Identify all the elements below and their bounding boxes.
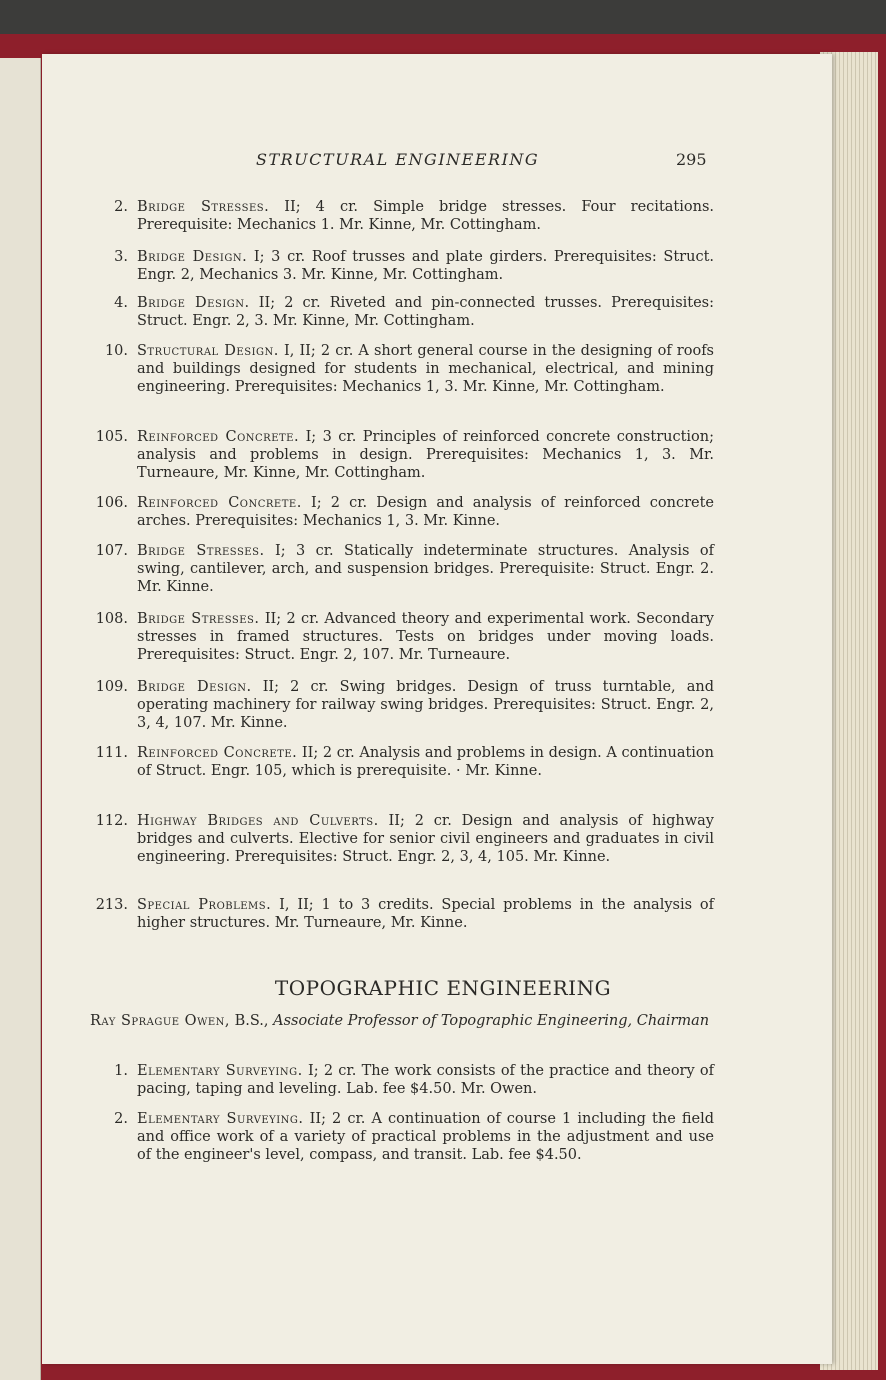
course-title: Elementary Surveying. — [137, 1063, 303, 1079]
course-number: 1. — [114, 1063, 128, 1079]
course-entry — [94, 542, 714, 596]
course-title: Bridge Stresses. — [137, 611, 260, 627]
course-number: 4. — [114, 295, 128, 311]
course-description: I; 3 cr. Statically indeterminate structures. Analysis of swing, cantilever, arch, and suspension bridges. Prerequisite: Struct. Engr. 2. Mr. Kinne. — [137, 543, 714, 595]
course-description: I; 2 cr. Design and analysis of reinforced concrete arches. Prerequisites: Mechanics 1, 3. Mr. Kinne. — [137, 495, 715, 529]
course-entry — [94, 812, 714, 866]
course-number: 112. — [95, 813, 128, 829]
course-number: 213. — [95, 897, 128, 913]
course-description: I, II; 2 cr. A short general course in the designing of roofs and buildings designed for students in mechanical, electrical, and mining engineering. Prerequisites: Mechanics 1, 3. Mr. Kinne, Mr. Cottingham. — [137, 343, 714, 395]
course-number: 3. — [114, 249, 128, 265]
course-title: Special Problems. — [137, 897, 272, 913]
faculty-title: Associate Professor of Topographic Engineering, Chairman — [273, 1013, 710, 1029]
course-description: II; 4 cr. Simple bridge stresses. Four recitations. Prerequisite: Mechanics 1. Mr. Kinne, Mr. Cottingham. — [137, 199, 714, 233]
course-title: Elementary Surveying. — [137, 1111, 304, 1127]
course-entry — [94, 428, 714, 482]
course-entry — [94, 494, 714, 530]
course-description: II; 2 cr. Advanced theory and experimental work. Secondary stresses in framed structures. Tests on bridges under moving loads. Prerequisites: Struct. Engr. 2, 107. Mr. Turneaure. — [137, 611, 714, 663]
course-description: II; 2 cr. Riveted and pin-connected trusses. Prerequisites: Struct. Engr. 2, 3. Mr. Kinne, Mr. Cottingham. — [137, 295, 715, 329]
course-number: 105. — [95, 429, 128, 445]
course-number: 107. — [95, 543, 128, 559]
course-number: 10. — [104, 343, 128, 359]
course-title: Bridge Stresses. — [137, 199, 270, 215]
previous-page-edge — [0, 58, 41, 1380]
course-description: I; 3 cr. Principles of reinforced concrete construction; analysis and problems in design. Prerequisites: Mechanics 1, 3. Mr. Turneaure, Mr. Kinne, Mr. Cottingham. — [137, 429, 715, 481]
section-heading: TOPOGRAPHIC ENGINEERING — [274, 976, 612, 1000]
page-number: 295 — [676, 150, 707, 169]
course-title: Bridge Design. — [137, 295, 250, 311]
course-title: Reinforced Concrete. — [137, 745, 298, 761]
course-entry — [94, 1062, 714, 1098]
faculty-name: Ray Sprague Owen, — [90, 1013, 231, 1029]
course-entry — [94, 294, 714, 330]
course-title: Bridge Design. — [137, 679, 252, 695]
course-title: Reinforced Concrete. — [137, 429, 300, 445]
course-title: Bridge Design. — [137, 249, 248, 265]
faculty-listing — [90, 1012, 720, 1030]
course-title: Highway Bridges and Culverts. — [137, 813, 379, 829]
course-description: II; 2 cr. Analysis and problems in design. A continuation of Struct. Engr. 105, which is prerequisite. · Mr. Kinne. — [137, 745, 714, 779]
course-description: II; 2 cr. Design and analysis of highway bridges and culverts. Elective for senior civil engineers and graduates in civil engineering. Prerequisites: Struct. Engr. 2, 3, 4, 105. Mr. Kinne. — [137, 813, 714, 865]
course-entry — [94, 744, 714, 780]
course-description: I; 3 cr. Roof trusses and plate girders. Prerequisites: Struct. Engr. 2, Mechanics 3. Mr. Kinne, Mr. Cottingham. — [137, 249, 715, 283]
page-header — [0, 150, 886, 174]
course-number: 109. — [95, 679, 128, 695]
course-entry — [94, 1110, 714, 1164]
course-title: Reinforced Concrete. — [137, 495, 302, 511]
course-entry — [94, 610, 714, 664]
course-number: 111. — [95, 745, 128, 761]
course-entry — [94, 248, 714, 284]
course-entry — [94, 896, 714, 932]
course-description: I; 2 cr. The work consists of the practice and theory of pacing, taping and leveling. Lab. fee $4.50. Mr. Owen. — [137, 1063, 715, 1097]
course-description: II; 2 cr. Swing bridges. Design of truss turntable, and operating machinery for railway swing bridges. Prerequisites: Struct. Engr. 2, 3, 4, 107. Mr. Kinne. — [137, 679, 715, 731]
course-description: I, II; 1 to 3 credits. Special problems in the analysis of higher structures. Mr. Turneaure, Mr. Kinne. — [137, 897, 714, 931]
course-number: 2. — [114, 1111, 128, 1127]
faculty-degree: B.S., — [234, 1013, 269, 1029]
course-entry — [94, 678, 714, 732]
course-number: 108. — [95, 611, 128, 627]
course-entry — [94, 198, 714, 234]
course-number: 2. — [114, 199, 128, 215]
running-title: STRUCTURAL ENGINEERING — [256, 150, 540, 169]
course-title: Structural Design. — [137, 343, 279, 359]
course-number: 106. — [95, 495, 128, 511]
course-description: II; 2 cr. A continuation of course 1 including the field and office work of a variety of practical problems in the adjustment and use of the engineer's level, compass, and transit. Lab. fee $4.50. — [137, 1111, 715, 1163]
course-entry — [94, 342, 714, 396]
course-title: Bridge Stresses. — [137, 543, 265, 559]
